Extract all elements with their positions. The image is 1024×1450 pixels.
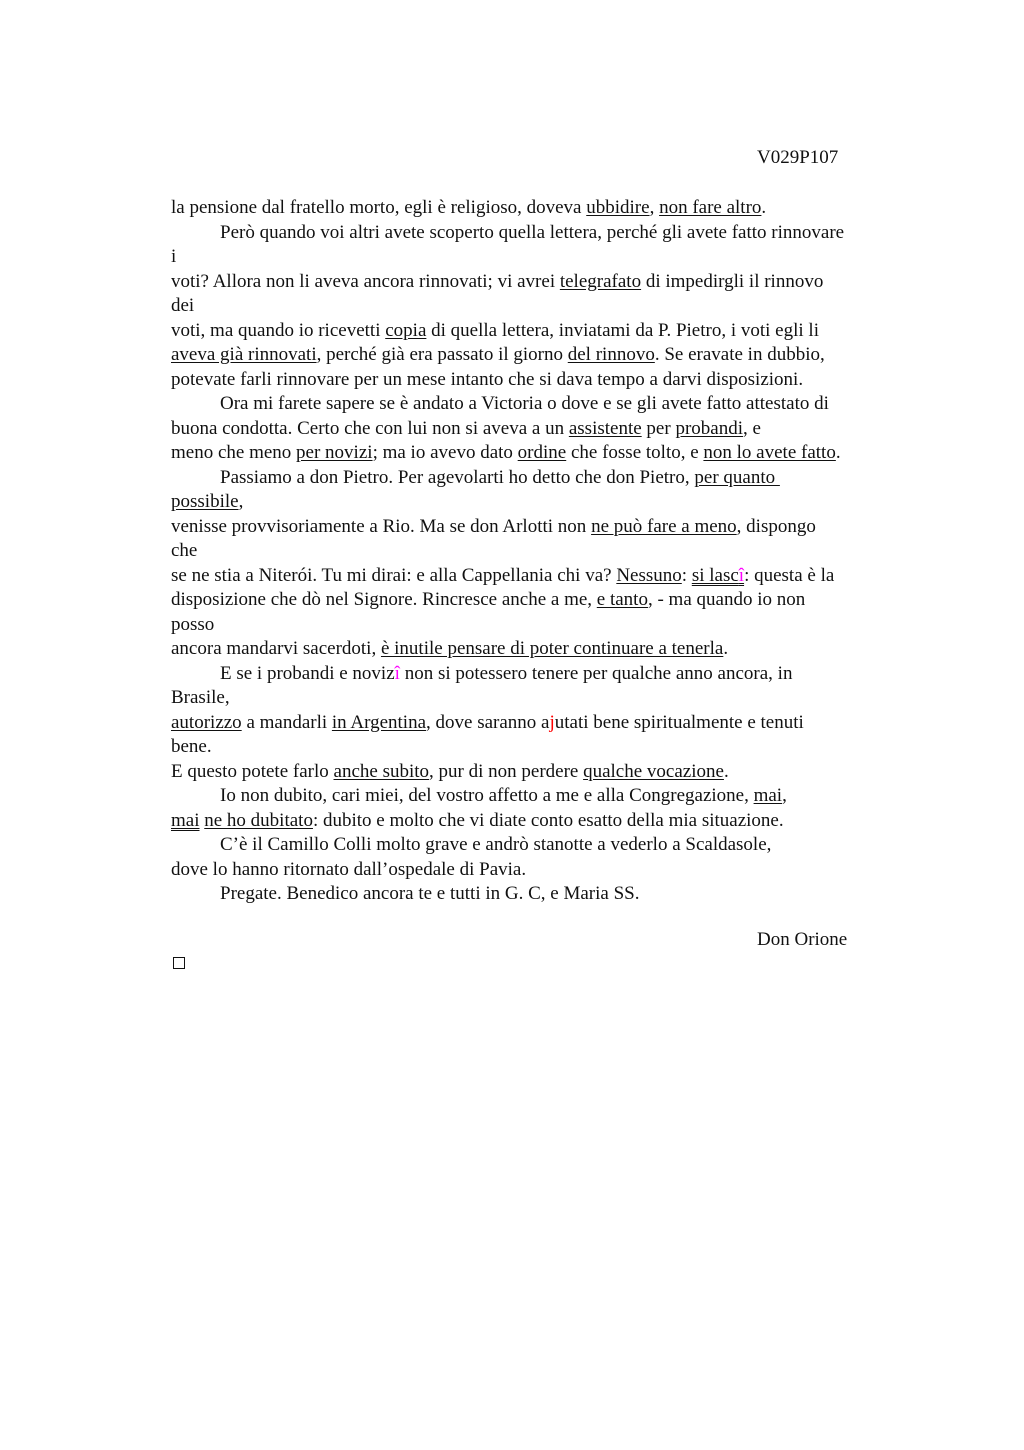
text-line: venisse provvisoriamente a Rio. Ma se don Arlotti non ne può fare a meno, dispongo [171, 515, 816, 537]
text-line: voti? Allora non li aveva ancora rinnovati; vi avrei telegrafato di impedirgli il rinnovo [171, 270, 824, 292]
text-line: posso [171, 613, 215, 635]
text-line: meno che meno per novizi; ma io avevo dato ordine che fosse tolto, e non lo avete fatto. [171, 442, 841, 463]
text-line: possibile, [171, 491, 244, 512]
text-line: voti, ma quando io ricevetti copia di quella lettera, inviatami da P. Pietro, i voti egli li [171, 319, 819, 341]
underlined-phrase: ne ho dubitato [204, 809, 313, 831]
text-line: Brasile, [171, 687, 230, 708]
text-line: Pregate. Benedico ancora te e tutti in G. C, e Maria SS. [220, 883, 640, 904]
text-line: Ora mi farete sapere se è andato a Victoria o dove e se gli avete fatto attestato di [220, 393, 829, 414]
underlined-phrase: aveva già rinnovati [171, 344, 317, 365]
text-line: dove lo hanno ritornato dall’ospedale di Pavia. [171, 858, 527, 880]
text-line: la pensione dal fratello morto, egli è religioso, doveva ubbidire, non fare altro. [171, 197, 767, 218]
signature: Don Orione [757, 929, 848, 950]
double-underlined-phrase: si lascî [691, 564, 745, 586]
text-line: Passiamo a don Pietro. Per agevolarti ho detto che don Pietro, per quanto [220, 466, 780, 488]
underlined-phrase: non lo avete fatto [703, 442, 836, 463]
correction-mark: î [394, 662, 400, 684]
underlined-phrase: qualche vocazione [583, 760, 724, 782]
text-line: C’è il Camillo Colli molto grave e andrò stanotte a vederlo a Scaldasole, [220, 834, 772, 855]
correction-mark: î [738, 564, 745, 586]
underlined-phrase: anche subito [333, 760, 430, 782]
text-line: buona condotta. Certo che con lui non si aveva a un assistente per probandi, e [171, 417, 761, 439]
text-line: aveva già rinnovati, perché già era passato il giorno del rinnovo. Se eravate in dubbio, [171, 344, 825, 365]
underlined-phrase: del rinnovo [567, 344, 655, 365]
underlined-phrase: copia [385, 319, 427, 341]
underlined-phrase: per quanto [694, 466, 780, 488]
underlined-phrase: mai [753, 785, 783, 806]
text-line: E questo potete farlo anche subito, pur di non perdere qualche vocazione. [171, 760, 729, 782]
end-of-page-box [173, 957, 185, 969]
underlined-phrase: assistente [568, 417, 642, 439]
text-line: i [171, 246, 177, 267]
correction-mark: j [549, 711, 555, 733]
text-line: E se i probandi e novizî non si potessero tenere per qualche anno ancora, in [220, 662, 793, 684]
double-underlined-phrase: mai [171, 809, 200, 831]
text-line: autorizzo a mandarli in Argentina, dove saranno ajutati bene spiritualmente e tenuti [171, 711, 804, 733]
text-line: dei [171, 295, 195, 316]
text-line: potevate farli rinnovare per un mese intanto che si dava tempo a darvi disposizioni. [171, 368, 804, 390]
text-line: Però quando voi altri avete scoperto quella lettera, perché gli avete fatto rinnovare [220, 221, 845, 243]
text-line: disposizione che dò nel Signore. Rincresce anche a me, e tanto, - ma quando io non [171, 589, 806, 610]
underlined-phrase: Nessuno [616, 564, 682, 586]
text-line: mai ne ho dubitato: dubito e molto che vi diate conto esatto della mia situazione. [171, 809, 784, 831]
underlined-phrase: e tanto [596, 589, 648, 610]
underlined-phrase: per novizi [296, 442, 373, 463]
text-line: bene. [171, 736, 212, 757]
underlined-phrase: ubbidire [586, 197, 650, 218]
underlined-phrase: telegrafato [559, 270, 642, 292]
letter-body [171, 196, 911, 907]
underlined-phrase: possibile [171, 491, 239, 512]
underlined-phrase: autorizzo [171, 711, 242, 733]
text-line: Io non dubito, cari miei, del vostro affetto a me e alla Congregazione, mai, [220, 785, 787, 806]
text-line: che [171, 540, 198, 561]
text-line: ancora mandarvi sacerdoti, è inutile pensare di poter continuare a tenerla. [171, 638, 729, 659]
underlined-phrase: ordine [517, 442, 567, 463]
underlined-phrase: probandi [675, 417, 743, 439]
underlined-phrase: non fare altro [659, 197, 762, 218]
underlined-phrase: ne può fare a meno [591, 515, 737, 537]
underlined-phrase: è inutile pensare di poter continuare a tenerla [380, 638, 724, 659]
page-code: V029P107 [757, 147, 839, 168]
text-line: se ne stia a Niterói. Tu mi dirai: e alla Cappellania chi va? Nessuno: si lascî: questa è la [171, 564, 835, 586]
underlined-phrase: in Argentina [331, 711, 427, 733]
